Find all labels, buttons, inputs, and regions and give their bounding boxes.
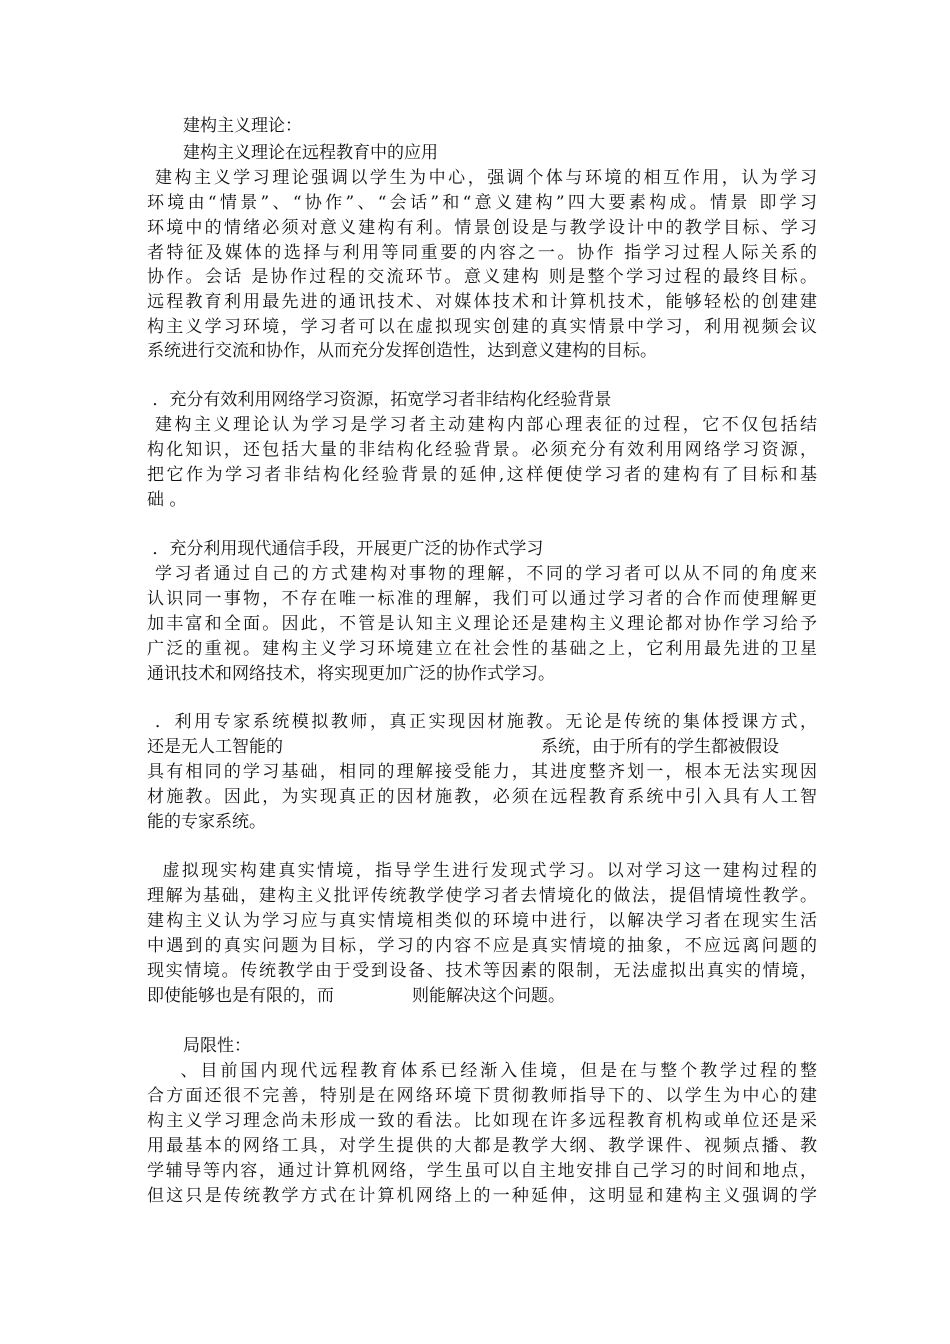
point4-line: 理解为基础，建构主义批评传统教学使学习者去情境化的做法，提倡情境性教学。 (147, 886, 817, 906)
point1-line: 建构主义理论认为学习是学习者主动建构内部心理表征的过程，它不仅包括结 (147, 415, 817, 435)
point1-line: 把它作为学习者非结构化经验背景的延伸,这样便使学习者的建构有了目标和基 (147, 465, 817, 485)
point3-line: 材施教。因此，为实现真正的因材施教，必须在远程教育系统中引入具有人工智 (147, 787, 817, 807)
limitations-line: 构主义学习理念尚未形成一致的看法。比如现在许多远程教育机构或单位还是采 (147, 1111, 817, 1131)
point4-heading: 虚拟现实构建真实情境，指导学生进行发现式学习。以对学习这一建构过程的 (147, 861, 817, 881)
intro-line: 建构主义学习理论强调以学生为中心，强调个体与环境的相互作用，认为学习 (147, 168, 817, 188)
point3-heading: ．利用专家系统模拟教师，真正实现因材施教。无论是传统的集体授课方式， (147, 712, 817, 732)
point4-line: 现实情境。传统教学由于受到设备、技术等因素的限制，无法虚拟出真实的情境， (147, 961, 817, 981)
point3-line: 能的专家系统。 (147, 812, 266, 832)
point2-line: 加丰富和全面。因此，不管是认知主义理论还是建构主义理论都对协作学习给予 (147, 614, 817, 634)
limitations-line: 但这只是传统教学方式在计算机网络上的一种延伸，这明显和建构主义强调的学 (147, 1186, 817, 1206)
point1-line: 础 。 (147, 490, 187, 510)
point1-line: 构化知识，还包括大量的非结构化经验背景。必须充分有效利用网络学习资源， (147, 440, 817, 460)
point4-line: 建构主义认为学习应与真实情境相类似的环境中进行，以解决学习者在现实生活 (147, 911, 817, 931)
limitations-line: 学辅导等内容，通过计算机网络，学生虽可以自主地安排自己学习的时间和地点， (147, 1161, 817, 1181)
point3-line-right: 系统，由于所有的学生都被假设 (541, 737, 779, 757)
limitations-line: 用最基本的网络工具，对学生提供的大都是教学大纲、教学课件、视频点播、教 (147, 1136, 817, 1156)
intro-line: 环境由“情景”、“协作”、“会话”和“意义建构”四大要素构成。情景 即学习 (147, 193, 817, 213)
point4-line: 中遇到的真实问题为目标，学习的内容不应是真实情境的抽象，不应远离问题的 (147, 936, 817, 956)
intro-line: 远程教育利用最先进的通讯技术、对媒体技术和计算机技术，能够轻松的创建建 (147, 292, 817, 312)
intro-line: 者特征及媒体的选择与利用等同重要的内容之一。协作 指学习过程人际关系的 (147, 243, 817, 263)
limitations-title: 局限性： (183, 1036, 251, 1056)
intro-line: 协作。会话 是协作过程的交流环节。意义建构 则是整个学习过程的最终目标。 (147, 267, 817, 287)
point2-line: 广泛的重视。建构主义学习环境建立在社会性的基础之上，它利用最先进的卫星 (147, 639, 817, 659)
point1-heading: ．充分有效利用网络学习资源，拓宽学习者非结构化经验背景 (147, 390, 612, 410)
intro-line: 构主义学习环境，学习者可以在虚拟现实创建的真实情景中学习，利用视频会议 (147, 317, 817, 337)
point4-line-right: 则能解决这个问题。 (412, 986, 565, 1006)
point3-line-left: 还是无人工智能的 (147, 737, 283, 757)
intro-line: 系统进行交流和协作，从而充分发挥创造性，达到意义建构的目标。 (147, 341, 657, 361)
sub-title: 建构主义理论在远程教育中的应用 (183, 143, 438, 163)
limitations-line: 、目前国内现代远程教育体系已经渐入佳境，但是在与整个教学过程的整 (147, 1061, 817, 1081)
limitations-line: 合方面还很不完善，特别是在网络环境下贯彻教师指导下的、以学生为中心的建 (147, 1086, 817, 1106)
point2-line: 通讯技术和网络技术，将实现更加广泛的协作式学习。 (147, 664, 555, 684)
section-title: 建构主义理论： (183, 116, 302, 136)
point2-line: 学习者通过自己的方式建构对事物的理解，不同的学习者可以从不同的角度来 (147, 564, 817, 584)
point2-line: 认识同一事物，不存在唯一标准的理解，我们可以通过学习者的合作而使理解更 (147, 589, 817, 609)
point2-heading: ．充分利用现代通信手段，开展更广泛的协作式学习 (147, 539, 544, 559)
intro-line: 环境中的情绪必须对意义建构有利。情景创设是与教学设计中的教学目标、学习 (147, 218, 817, 238)
point3-line: 具有相同的学习基础，相同的理解接受能力，其进度整齐划一，根本无法实现因 (147, 762, 817, 782)
point4-line-left: 即使能够也是有限的，而 (147, 986, 334, 1006)
